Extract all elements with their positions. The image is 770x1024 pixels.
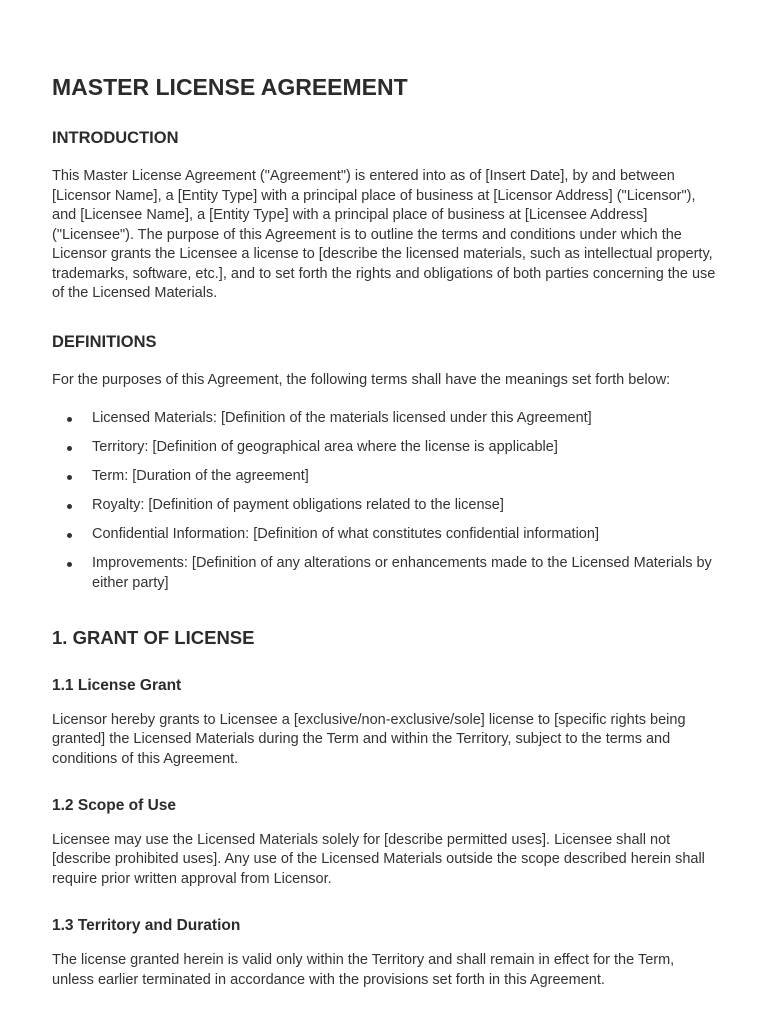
list-item-text: Territory: [Definition of geographical area where the license is applicable] — [92, 439, 558, 456]
bullet-icon — [67, 417, 72, 422]
list-item-text: Licensed Materials: [Definition of the materials licensed under this Agreement] — [92, 410, 592, 427]
document-title: MASTER LICENSE AGREEMENT — [52, 74, 408, 100]
section-heading-grant-of-license: 1. GRANT OF LICENSE — [52, 627, 255, 649]
list-item — [52, 554, 718, 593]
list-item-text: Confidential Information: [Definition of what constitutes confidential information] — [92, 526, 599, 543]
definitions-list — [52, 409, 718, 593]
list-item-text: Term: [Duration of the agreement] — [92, 468, 309, 485]
bullet-icon — [67, 475, 72, 480]
list-item — [52, 496, 718, 516]
bullet-icon — [67, 446, 72, 451]
list-item — [52, 409, 718, 429]
list-item-text: Improvements: [Definition of any alterations or enhancements made to the Licensed Materials by either party] — [92, 555, 712, 591]
license-grant-paragraph: Licensor hereby grants to Licensee a [exclusive/non-exclusive/sole] license to [specific rights being granted] the Licensed Materials during the Term and within the Territory, subject to the terms and conditions of this Agreement. — [52, 711, 686, 767]
subsection-heading-scope-of-use: 1.2 Scope of Use — [52, 797, 177, 815]
bullet-icon — [67, 533, 72, 538]
definitions-lead-paragraph: For the purposes of this Agreement, the following terms shall have the meanings set forth below: — [52, 371, 671, 388]
subsection-heading-license-grant: 1.1 License Grant — [52, 677, 182, 695]
section-heading-definitions: DEFINITIONS — [52, 332, 157, 351]
list-item — [52, 525, 718, 545]
territory-and-duration-paragraph: The license granted herein is valid only within the Territory and shall remain in effect for the Term, unless earlier terminated in accordance with the provisions set forth in this Agreement. — [52, 952, 675, 988]
subsection-heading-territory-and-duration: 1.3 Territory and Duration — [52, 917, 241, 935]
list-item — [52, 467, 718, 487]
bullet-icon — [67, 562, 72, 567]
list-item-text: Royalty: [Definition of payment obligations related to the license] — [92, 497, 504, 514]
scope-of-use-paragraph: Licensee may use the Licensed Materials solely for [describe permitted uses]. Licensee shall not [describe prohibited uses]. Any use of the Licensed Materials outside the scope described herein shall require prior written approval from Licensor. — [52, 831, 705, 887]
bullet-icon — [67, 504, 72, 509]
list-item — [52, 438, 718, 458]
section-heading-introduction: INTRODUCTION — [52, 129, 179, 148]
introduction-paragraph: This Master License Agreement ("Agreement") is entered into as of [Insert Date], by and between [Licensor Name], a [Entity Type] with a principal place of business at [Licensor Address] ("Licensor"), and [Licensee Name], a [Entity Type] with a principal place of business at [Licensee Address] ("Licensee"). The purpose of this Agreement is to outline the terms and conditions under which the Licensor grants the Licensee a license to [describe the licensed materials, such as intellectual property, trademarks, software, etc.], and to set forth the rights and obligations of both parties concerning the use of the Licensed Materials. — [52, 168, 716, 302]
